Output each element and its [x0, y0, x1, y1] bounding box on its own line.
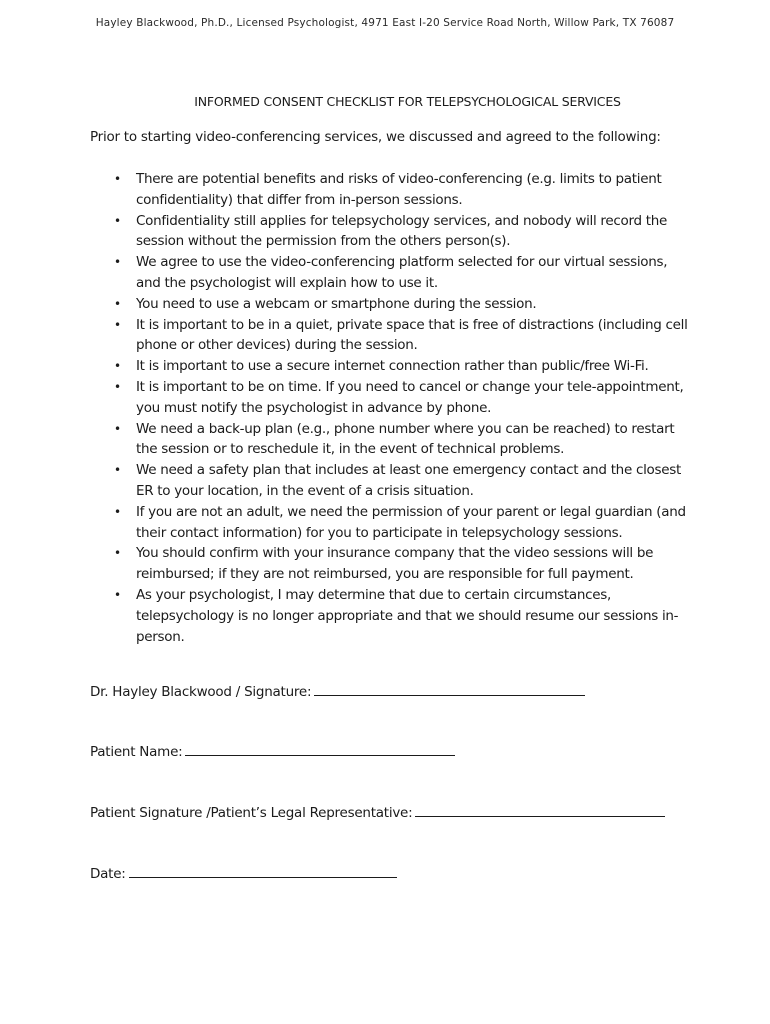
checklist-item-text: We need a back-up plan (e.g., phone number where you can be reached) to restart the session or to reschedule it, in the event of technical problems. — [136, 420, 675, 458]
checklist-item-text: It is important to be on time. If you need to cancel or change your tele-appointment, you must notify the psychologist in advance by phone. — [136, 378, 684, 416]
psychologist-signature-label: Dr. Hayley Blackwood / Signature: — [90, 684, 312, 700]
patient-name-label: Patient Name: — [90, 744, 183, 760]
checklist-item — [90, 377, 690, 419]
intro-text: Prior to starting video-conferencing services, we discussed and agreed to the following: — [90, 129, 661, 145]
checklist-item-text: It is important to use a secure internet connection rather than public/free Wi-Fi. — [136, 358, 649, 375]
checklist-item — [90, 460, 690, 502]
patient-signature-line — [90, 803, 665, 821]
checklist-item-text: Confidentiality still applies for telepsychology services, and nobody will record the session without the permission from the others person(s). — [136, 212, 667, 250]
checklist-item-text: As your psychologist, I may determine that due to certain circumstances, telepsychology is no longer appropriate and that we should resume our sessions in-person. — [136, 586, 679, 645]
checklist-item-text: We need a safety plan that includes at least one emergency contact and the closest ER to your location, in the event of a crisis situation. — [136, 462, 681, 499]
checklist-item-text: It is important to be in a quiet, private space that is free of distractions (including cell phone or other devices) during the session. — [136, 316, 688, 354]
page-header: Hayley Blackwood, Ph.D., Licensed Psychologist, 4971 East I-20 Service Road North, Willow Park, TX 76087 — [95, 17, 675, 29]
checklist-item — [90, 294, 690, 315]
bullet-icon: • — [114, 379, 121, 394]
checklist-item — [90, 211, 690, 253]
checklist-item-text: There are potential benefits and risks of video-conferencing (e.g. limits to patient confidentiality) that differ from in-person sessions. — [136, 171, 662, 208]
date-label: Date: — [90, 866, 126, 882]
bullet-icon: • — [114, 546, 121, 561]
bullet-icon: • — [114, 463, 121, 478]
bullet-icon: • — [114, 213, 121, 228]
psychologist-signature-field[interactable] — [314, 682, 585, 696]
checklist-item — [90, 315, 690, 357]
consent-checklist — [90, 169, 690, 647]
checklist-item — [90, 252, 690, 294]
bullet-icon: • — [114, 317, 121, 332]
patient-name-field[interactable] — [185, 742, 455, 756]
checklist-item — [90, 356, 690, 377]
checklist-item-text: If you are not an adult, we need the permission of your parent or legal guardian (and their contact information) for you to participate in telepsychology sessions. — [136, 503, 686, 541]
psychologist-signature-line — [90, 682, 585, 700]
bullet-icon: • — [114, 255, 121, 270]
document-title: INFORMED CONSENT CHECKLIST FOR TELEPSYCHOLOGICAL SERVICES — [194, 94, 621, 109]
checklist-item-text: We agree to use the video-conferencing platform selected for our virtual sessions, and the psychologist will explain how to use it. — [136, 254, 668, 291]
patient-signature-field[interactable] — [415, 803, 665, 817]
checklist-item — [90, 585, 690, 647]
checklist-item — [90, 419, 690, 461]
bullet-icon: • — [114, 172, 121, 186]
bullet-icon: • — [114, 421, 121, 436]
date-line — [90, 864, 397, 882]
checklist-item — [90, 543, 690, 585]
patient-signature-label: Patient Signature /Patient’s Legal Representative: — [90, 805, 413, 821]
checklist-item — [90, 502, 690, 544]
checklist-item — [90, 169, 690, 211]
checklist-item-text: You should confirm with your insurance company that the video sessions will be reimbursed; if they are not reimbursed, you are responsible for full payment. — [136, 545, 654, 583]
date-field[interactable] — [129, 864, 397, 878]
bullet-icon: • — [114, 296, 121, 311]
bullet-icon: • — [114, 504, 121, 519]
bullet-icon: • — [114, 359, 121, 374]
checklist-item-text: You need to use a webcam or smartphone during the session. — [136, 295, 537, 312]
patient-name-line — [90, 742, 455, 760]
bullet-icon: • — [114, 587, 121, 602]
